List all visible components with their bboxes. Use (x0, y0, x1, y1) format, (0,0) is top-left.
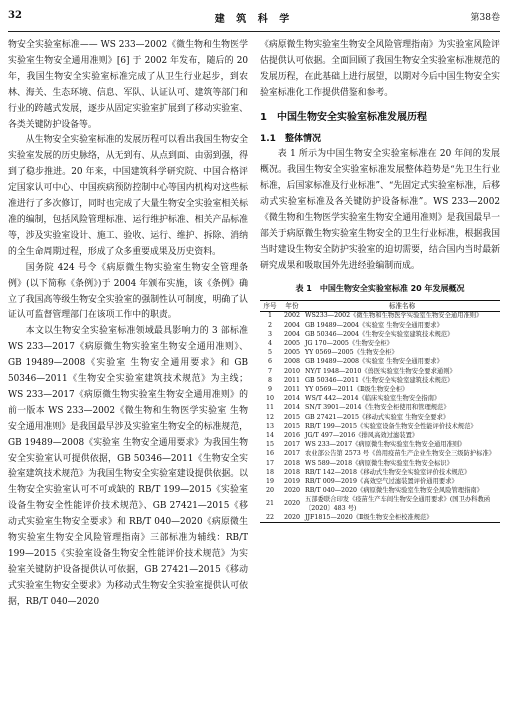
table-cell-year: 2018 (283, 459, 301, 467)
table-cell-name: WS/T 442—2014《临床实验室生物安全指南》 (305, 395, 441, 403)
table-cell-name: GB 50346—2011《生物安全实验室建筑技术规范》 (305, 376, 454, 384)
section-heading: 1 中国生物安全实验室标准发展历程 (260, 111, 427, 123)
table-cell-index: 18 (265, 468, 274, 476)
table-cell-year: 2015 (283, 413, 301, 421)
table-cell-year: 2004 (283, 321, 301, 329)
table-cell-year: 2014 (283, 404, 301, 412)
table-row (260, 385, 500, 394)
table-cell-name: RB/T 009—2019《高效空气过滤装置评价通用要求》 (305, 477, 458, 485)
table-body (260, 311, 500, 523)
table-row (260, 404, 500, 413)
table-cell-index: 12 (265, 413, 274, 421)
table-row (260, 422, 500, 431)
table-row (260, 376, 500, 385)
table-row (260, 513, 500, 523)
table-cell-index: 22 (260, 513, 280, 523)
body-paragraph: 表 1 所示为中国生物安全实验室标准在 20 年间的发展概况。我国生物安全实验室标准发展整体趋势是“先卫生行业标准，后国家标准及行业标准”、“先固定式实验室标准，后移动式实验室标准及各关键防护设备标准”。WS 233—2002《微生物和生物医学实验室生物安全通用准则》是我国最早一部关于病原微生物实验室生物安全的卫生行业标准，根据我国当时建设生物安全防护实验室的迫切需要，结合国内当时最新研究成果和吸取国外先进经验编制而成。 (260, 149, 500, 271)
table-cell-index: 21 (265, 500, 274, 508)
table-cell-name: YY 0569—2011《Ⅱ级生物安全柜》 (305, 385, 409, 393)
table-cell-year: 2016 (283, 431, 301, 439)
table-cell-name: JG 170—2005《生物安全柜》 (305, 339, 393, 347)
standards-table (260, 300, 500, 524)
table-cell-index: 1 (267, 312, 272, 320)
table-row (260, 367, 500, 376)
table-caption: 表 1 中国生物安全实验室标准 20 年发展概况 (295, 283, 465, 293)
table-cell-year: 2017 (283, 441, 301, 449)
table-cell-year: 2015 (283, 422, 301, 430)
table-row (260, 477, 500, 486)
subsection-heading: 1.1 整体情况 (260, 133, 321, 144)
table-row (260, 459, 500, 468)
table-cell-year: 2011 (283, 376, 301, 384)
left-column (8, 38, 248, 611)
table-cell-index: 17 (265, 459, 274, 467)
table-cell-name: WS 589—2018《病原微生物实验室生物安全标识》 (305, 459, 453, 467)
table-cell-index: 15 (265, 441, 274, 449)
table-cell-index: 20 (265, 487, 274, 495)
table-cell-year: 2020 (283, 487, 301, 495)
table-cell-year: 2005 (283, 339, 301, 347)
table-row (260, 496, 500, 513)
table-header-index: 序号 (260, 300, 280, 311)
table-cell-name: WS233—2002《微生物和生物医学实验室生物安全通用准则》 (305, 312, 483, 320)
table-cell-year: 2018 (283, 468, 301, 476)
page-header (8, 10, 500, 28)
table-row (260, 339, 500, 348)
table-cell-index: 19 (265, 477, 274, 485)
table-row (260, 413, 500, 422)
table-cell-index: 7 (267, 367, 272, 375)
table-cell-index: 6 (267, 358, 272, 366)
table-cell-name: GB 50346—2004《生物安全实验室建筑技术规范》 (305, 330, 454, 338)
table-cell-year: 2002 (283, 312, 301, 320)
table-cell-index: 14 (265, 431, 274, 439)
header-rule (8, 31, 500, 32)
table-cell-name: JG/T 497—2016《排风高效过滤装置》 (305, 431, 419, 439)
body-paragraph: 《病原微生物实验室生物安全风险管理指南》为实验室风险评估提供认可依据。全面回顾了我国生物安全实验室标准规范的发展历程，在此基础上进行展望，以期对今后中国生物安全实验室标准化工作提供借鉴和参考。 (260, 40, 500, 98)
table-cell-year: 2010 (283, 367, 301, 375)
table-row (260, 395, 500, 404)
body-paragraph: 本文以生物安全实验室标准领域最具影响力的 3 部标准 WS 233—2017《病原微生物实验室生物安全通用准则》、GB 19489—2008《实验室 生物安全通用要求》和 GB 50346—2011《生物安全实验室建筑技术规范》为主线；WS 233—2017《病原微生物实验室生物安全通用准则》的前一版本 WS 233—2002《微生物和生物医学实验室 生物安全通用准则》是我国最早涉及实验室生物安全的标准规范，GB 19489—2008《实验室 生物安全通用要求》为我国生物安全实验室认可提供依据，GB 50346—2011《生物安全实验室建筑技术规范》为我国生物安全实验室建设提供依据。以生物安全实验室认可不可或缺的 RB/T 199—2015《实验室设备生物安全性能评价技术规范》、GB 27421—2015《移动式实验室生物安全要求》和 RB/T 040—2020《病原微生物实验室生物安全风险管理指南》三部标准为辅线：RB/T 199—2015《实验室设备生物安全性能评价技术规范》为实验室关键防护设备提供认可依据，GB 27421—2015《移动式实验室生物安全要求》为移动式生物安全实验室提供认可依据，RB/T 040—2020 (8, 326, 248, 607)
table-cell-index: 16 (265, 450, 274, 458)
table-row (260, 487, 500, 496)
table-cell-name: JJF1815—2020《Ⅱ级生物安全柜校准规范》 (304, 513, 500, 523)
table-cell-name: GB 19489—2008《实验室 生物安全通用要求》 (305, 358, 443, 366)
table-cell-name: YY 0569—2005《生物安全柜》 (305, 349, 398, 357)
table-cell-name: 五部委联合印发《疫苗生产车间生物安全通用要求》(国卫办科教函〔2020〕483 号) (305, 496, 491, 512)
table-cell-year: 2020 (283, 500, 301, 508)
page-number: 32 (8, 10, 22, 21)
table-row (260, 311, 500, 321)
volume-label: 第38卷 (470, 13, 500, 23)
table-cell-year: 2014 (283, 395, 301, 403)
table-row (260, 431, 500, 440)
table-cell-name: RB/T 199—2015《实验室设备生物安全性能评价技术规范》 (305, 422, 477, 430)
table-cell-year: 2008 (283, 358, 301, 366)
table-cell-index: 3 (267, 330, 272, 338)
table-row (260, 450, 500, 459)
table-cell-year: 2017 (283, 450, 301, 458)
table-cell-year: 2011 (283, 385, 301, 393)
table-cell-name: GB 19489—2004《实验室 生物安全通用要求》 (305, 321, 443, 329)
table-cell-name: NY/T 1948—2010《兽医实验室生物安全要求通则》 (305, 367, 456, 375)
table-cell-index: 5 (267, 349, 272, 357)
journal-title: 建 筑 科 学 (214, 14, 294, 25)
right-column (260, 38, 500, 523)
table-cell-year: 2005 (283, 349, 301, 357)
table-cell-index: 13 (265, 422, 274, 430)
table-header-year: 年份 (280, 300, 304, 311)
body-paragraph: 从生物安全实验室标准的发展历程可以看出我国生物安全实验室发展的历史脉络，从无到有、从点到面、由弱到强，得到了稳步推进。20 年来，中国建筑科学研究院、中国合格评定国家认可中心、中国疾病预防控制中心等国内机构对这些标准进行了多次修订，同时也完成了大量生物安全实验室相关标准的编制，包括风险管理标准、运行维护标准、相关产品标准等，涉及实验室设计、施工、验收、运行、维护、拆除、消纳的全生命周期过程，形成了众多重要成果及历史资料。 (8, 135, 248, 257)
body-paragraph: 国务院 424 号令《病原微生物实验室生物安全管理条例》(以下简称《条例》)于 2004 年颁布实施，该《条例》确立了我国高等级生物安全实验室的强制性认可制度，明确了认证认可监督管理部门在该项工作中的职责。 (8, 262, 248, 321)
table-cell-year: 2020 (280, 513, 304, 523)
table-cell-year: 2004 (283, 330, 301, 338)
table-cell-name: GB 27421—2015《移动式实验室 生物安全要求》 (305, 413, 450, 421)
table-cell-index: 4 (267, 339, 272, 347)
table-cell-index: 2 (267, 321, 272, 329)
table-header-name: 标准名称 (304, 300, 500, 311)
table-row (260, 358, 500, 367)
table-row (260, 330, 500, 339)
table-cell-name: WS 233—2017《病原微生物实验室生物安全通用准则》 (305, 441, 466, 449)
body-paragraph: 物安全实验室标准—— WS 233—2002《微生物和生物医学实验室生物安全通用准则》[6] 于 2002 年发布，随后的 20 年，我国生物安全实验室标准完成了从卫生行业起步，到农林、海关、生态环境、信息、军队、认证认可、建筑等部门和行业的跨越式发展，逐步从固定实验室扩展到了移动实验室、各类关键防护设备等。 (8, 40, 248, 130)
table-cell-name: RB/T 040—2020《病原微生物实验室生物安全风险管理指南》 (305, 487, 483, 495)
table-cell-index: 9 (267, 385, 272, 393)
table-cell-name: 农业部公告第 2573 号《兽用疫苗生产企业生物安全三级防护标准》 (305, 450, 496, 458)
table-cell-name: RB/T 142—2018《移动式生物安全实验室评价技术规范》 (305, 468, 471, 476)
table-row (260, 441, 500, 450)
table-cell-year: 2019 (283, 477, 301, 485)
table-row (260, 349, 500, 358)
table-cell-name: SN/T 3901—2014《生物安全柜使用和管理规范》 (305, 404, 450, 412)
table-cell-index: 8 (267, 376, 272, 384)
table-cell-index: 10 (265, 395, 274, 403)
table-row (260, 468, 500, 477)
table-row (260, 321, 500, 330)
table-cell-index: 11 (265, 404, 274, 412)
table-header-row (260, 300, 500, 311)
